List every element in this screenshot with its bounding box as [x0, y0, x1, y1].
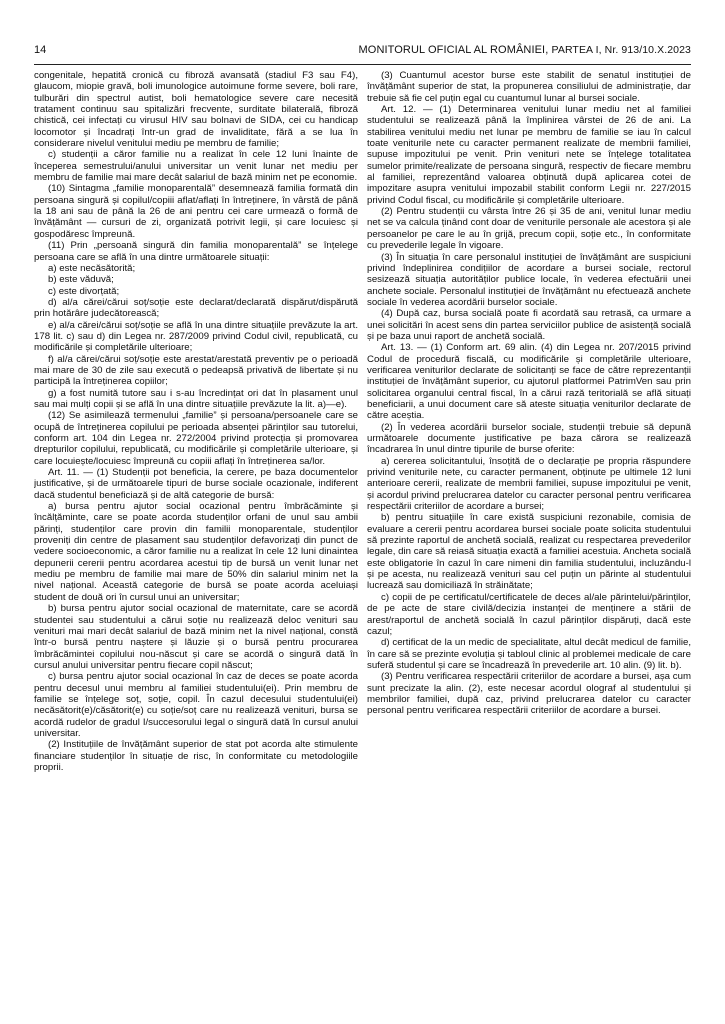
- paragraph: c) bursa pentru ajutor social ocazional în caz de deces se poate acorda pentru decesul unui membru al familiei studentului(ei). Prin membru de familie se înțelege soț, soție, copil. În cazul decesului studentului(ei) necăsătorit(e)/căsătorit(e) cu soție/soț care nu realizează venituri, bursa se acordă rudelor de gradul I/succesorului legal o singură dată în cursul anului universitar.: [34, 671, 358, 739]
- paragraph: c) este divorțată;: [48, 285, 120, 297]
- paragraph: d) al/a cărei/cărui soț/soție este declarat/declarată dispărut/dispărută prin hotărâre judecătorească;: [34, 296, 358, 320]
- paragraph: (2) În vederea acordării burselor sociale, studenții trebuie să depună următoarele documente justificative pe baza cărora se realizează încadrarea în unul dintre tipurile de burse oferite:: [367, 421, 691, 456]
- paragraph: (3) Cuantumul acestor burse este stabilit de senatul instituției de învățământ superior de stat, la propunerea consiliului de administrație, dar trebuie să fie cel puțin egal cu cuantumul lunar al bursei sociale.: [367, 70, 691, 104]
- paragraph: Art. 13. — (1) Conform art. 69 alin. (4) din Legea nr. 207/2015 privind Codul de procedură fiscală, cu modificările și completările ulterioare, verificarea veniturilor declarate de solicitanți se face de către reprezentanții instituției de învățământ superior, cu ajutorul platformei PatrimVen sau prin solicitarea organului central fiscal, în a cărui rază teritorială se află situați beneficiarii, a unui document care să ateste situația veniturilor declarate de către aceștia.: [367, 342, 691, 422]
- left-column: [34, 70, 358, 1015]
- paragraph: (2) Pentru studenții cu vârsta între 26 și 35 de ani, venitul lunar mediu net se va calcula ținând cont doar de veniturile personale ale acestora și ale persoanelor pe care le au în grijă, precum copii, soție etc., în conformitate cu prevederile legale în vigoare.: [367, 206, 691, 252]
- page-header: [34, 44, 691, 60]
- page-number: 14: [34, 44, 47, 56]
- paragraph: (2) Instituțiile de învățământ superior de stat pot acorda alte stimulente financiare studenților în situație de risc, în conformitate cu metodologiile proprii.: [34, 739, 358, 773]
- paragraph: e) al/a cărei/cărui soț/soție se află în una dintre situațiile prevăzute la art. 178 lit. c) sau d) din Legea nr. 287/2009 privind Codul civil, republicată, cu modificările și completările ulterioare;: [34, 319, 358, 354]
- paragraph: Art. 12. — (1) Determinarea venitului lunar mediu net al familiei studentului se realizează până la împlinirea vârstei de 26 de ani. La stabilirea venitului mediu net lunar pe membru de familie se iau în calcul toate veniturile nete cu caracter permanent realizate de membrii familiei, supuse impozitului pe venit. Prin venituri nete se înțelege totalitatea sumelor primite/realizate de persoana singură, respectiv de fiecare membru al familiei, reprezentând valoarea obținută după aplicarea cotei de impozitare asupra venitului impozabil stabilit conform Legii nr. 227/2015 privind Codul fiscal, cu modificările și completările ulterioare.: [367, 104, 691, 206]
- paragraph: (3) În situația în care personalul instituției de învățământ are suspiciuni privind îndeplinirea condițiilor de acordare a bursei sociale, rectorul sesizează situația autorităților publice locale, în vederea efectuării unei anchete sociale. Personalul instituției de învățământ nu efectuează anchete sociale în vederea acordării burselor sociale.: [367, 251, 691, 308]
- paragraph: Art. 11. — (1) Studenții pot beneficia, la cerere, pe baza documentelor justificative, și de următoarele tipuri de burse sociale ocazionale, indiferent dacă studentul beneficiază și de altă categorie de bursă:: [34, 467, 358, 501]
- paragraph: c) copii de pe certificatul/certificatele de deces al/ale părintelui/părinților, de pe acte de stare civilă/decizia instanței de menținere a stării de arest/raportul de anchetă socială în cazul părinților dispăruți, dacă este cazul;: [367, 591, 691, 637]
- journal-header: [359, 44, 691, 56]
- paragraph: f) al/a cărei/cărui soț/soție este arestat/arestată preventiv pe o perioadă mai mare de 30 de zile sau execută o pedeapsă privativă de libertate și nu participă la întreținerea copiilor;: [34, 353, 358, 388]
- paragraph: b) pentru situațiile în care există suspiciuni rezonabile, comisia de evaluare a cererii pentru acordarea bursei sociale poate solicita studentului să prezinte raportul de anchetă socială, realizat cu respectarea prevederilor legale, din care să reiasă situația exactă a familiei acestuia. Ancheta socială este obligatorie în cazul în care nimeni din familia studentului, incluzându-l și pe acesta, nu realizează venituri sau cel puțin un părinte al studentului lucrează sau domiciliază în străinătate;: [367, 512, 691, 592]
- paragraph: c) studenții a căror familie nu a realizat în cele 12 luni înainte de începerea semestrului/anului universitar un venit lunar net mediu per membru de familie mai mare decât salariul de bază minim net pe economie.: [34, 149, 358, 184]
- header-rule: [34, 64, 691, 65]
- paragraph: a) este necăsătorită;: [48, 262, 136, 274]
- journal-issue: PARTEA I, Nr. 913/10.X.2023: [551, 44, 691, 56]
- paragraph: (4) După caz, bursa socială poate fi acordată sau retrasă, ca urmare a unei solicitări în acest sens din partea serviciilor publice de asistență socială și pe baza unui raport de anchetă socială.: [367, 308, 691, 342]
- paragraph: (11) Prin „persoană singură din familia monoparentală” se înțelege persoana care se află în una dintre următoarele situații:: [34, 240, 358, 263]
- paragraph: (3) Pentru verificarea respectării criteriilor de acordare a bursei, așa cum sunt precizate la alin. (2), este necesar acordul olograf al studentului și membrilor familiei, după caz, privind prelucrarea datelor cu caracter personal pentru verificarea respectării criteriilor de acordare a bursei.: [367, 671, 691, 717]
- paragraph: b) este văduvă;: [48, 274, 114, 286]
- paragraph: congenitale, hepatită cronică cu fibroză avansată (stadiul F3 sau F4), glaucom, miopie gravă, boli imunologice autoimune forme severe, boli rare, tulburări din spectrul autist, boli hematologice severe care necesită tratament continuu sau spitalizări frecvente, surditate bilaterală, fibroză chistică, cei infectați cu virusul HIV sau bolnavi de SIDA, cei cu handicap locomotor și încadrați într-un grad de invaliditate, fără a se lua în considerare nivelul venitului mediu pe membru de familie;: [34, 70, 358, 150]
- right-column: [367, 70, 691, 1015]
- paragraph: a) cererea solicitantului, însoțită de o declarație pe propria răspundere privind veniturile nete, cu caracter permanent, obținute pe ultimele 12 luni anterioare cererii, realizate de membrii familiei, supuse impozitului pe venit, și acordul privind prelucrarea datelor cu caracter personal pentru verificarea respectării criteriilor de acordare a bursei;: [367, 455, 691, 513]
- paragraph: d) certificat de la un medic de specialitate, altul decât medicul de familie, în care să se prezinte evoluția și tabloul clinic al problemei medicale de care suferă studentul și care se încadrează în prevederile art. 10 alin. (9) lit. b).: [367, 637, 691, 671]
- paragraph: (10) Sintagma „familie monoparentală” desemnează familia formată din persoana singură și copilul/copiii aflat/aflați în întreținere, în vârstă de până la 18 ani sau de până la 26 de ani pentru cei care urmează o formă de învățământ — cursuri de zi, organizată potrivit legii, și care locuiesc și gospodăresc împreună.: [34, 183, 358, 240]
- journal-title: MONITORUL OFICIAL AL ROMÂNIEI,: [358, 44, 549, 56]
- paragraph: g) a fost numită tutore sau i s-au încredințat ori dat în plasament unul sau mai mulți copii și se află în una dintre situațiile prevăzute la lit. a)—e).: [34, 387, 358, 410]
- paragraph: a) bursa pentru ajutor social ocazional pentru îmbrăcăminte și încălțăminte, care se poate acorda studenților orfani de unul sau ambii părinți, studenților care provin din familii monoparentale, studenților proveniți din centre de plasament sau studenților defavorizați din punct de vedere socioeconomic, a căror familie nu a realizat în cele 12 luni dinaintea depunerii cererii pentru acordarea acestui tip de bursă un venit lunar net mediu pe membru de familie mai mare de 50% din salariul minim net la nivel național. Această categorie de bursă se poate acorda aceluiași student de două ori în cursul unui an universitar;: [34, 501, 358, 603]
- paragraph: (12) Se asimilează termenului „familie” și persoana/persoanele care se ocupă de întreținerea copilului pe perioada absenței părinților sau tutorelui, conform art. 104 din Legea nr. 272/2004 privind protecția și promovarea drepturilor copilului, republicată, cu modificările și completările ulterioare, și care locuiește/locuiesc împreună cu copiii aflați în întreținerea sa/lor.: [34, 410, 358, 467]
- paragraph: b) bursa pentru ajutor social ocazional de maternitate, care se acordă studentei sau studentului a cărui soție nu realizează deloc venituri sau venituri mai mari decât salariul de bază minim net la nivel național, constă într-o bursă pentru naștere și lăuzie și o bursă pentru procurarea îmbrăcămintei copilului nou-născut și care se acordă o singură dată în cursul anului universitar pentru fiecare copil născut;: [34, 603, 358, 671]
